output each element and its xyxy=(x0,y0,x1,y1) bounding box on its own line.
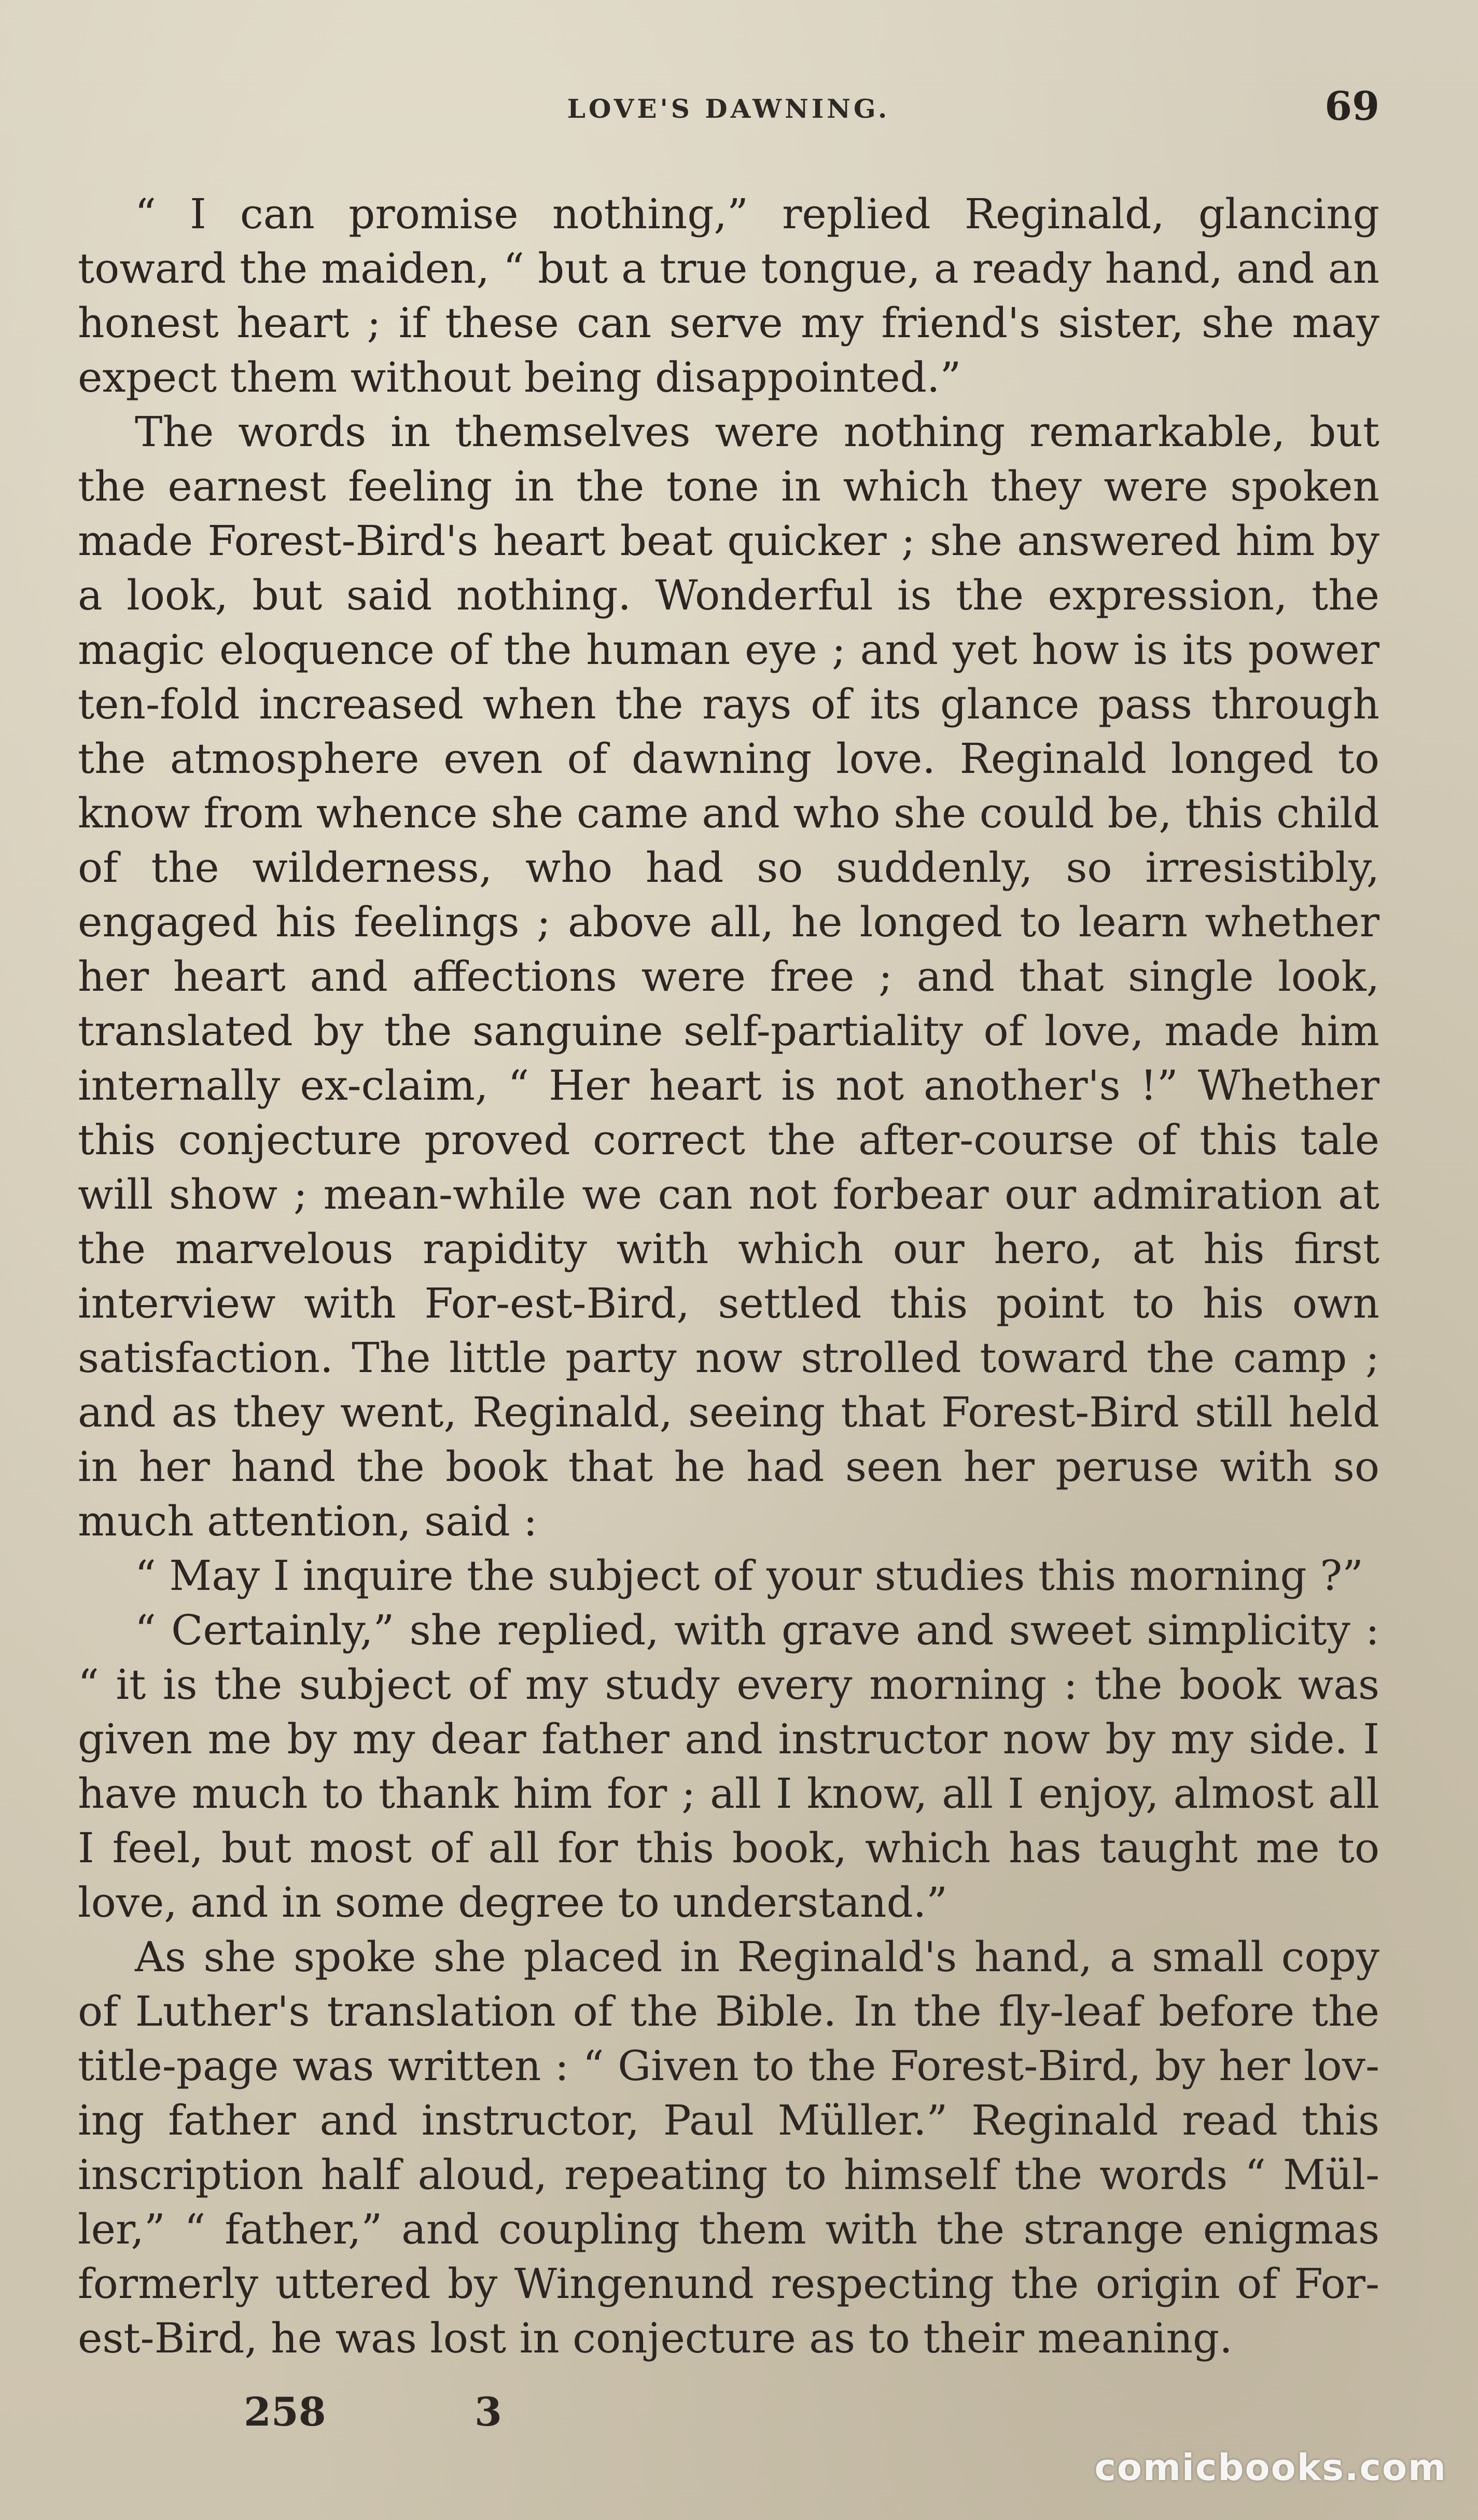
paragraph: The words in themselves were nothing remarkable, but the earnest feeling in the tone in which they were spoken made Forest-Bird's heart beat quicker ; she answered him by a look, but said nothing. Wonderful is the expression, the magic eloquence of the human eye ; and yet how is its power ten-fold increased when the rays of its glance pass through the atmosphere even of dawning love. Reginald longed to know from whence she came and who she could be, this child of the wilderness, who had so suddenly, so irresistibly, engaged his feelings ; above all, he longed to learn whether her heart and affections were free ; and that single look, translated by the sanguine self-partiality of love, made him internally ex-claim, “ Her heart is not another's !” Whether this conjecture proved correct the after-course of this tale will show ; mean-while we can not forbear our admiration at the marvelous rapidity with which our hero, at his first interview with For-est-Bird, settled this point to his own satisfaction. The little party now strolled toward the camp ; and as they went, Reginald, seeing that Forest-Bird still held in her hand the book that he had seen her peruse with so much attention, said : xyxy=(78,408,1379,1545)
signature-mark: 3 xyxy=(475,2389,502,2435)
paragraph: As she spoke she placed in Reginald's hand, a small copy of Luther's translation of the Bible. In the fly-leaf before the title-page was written : “ Given to the Forest-Bird, by her lov-ing father and instructor, Paul Müller.” Reginald read this inscription half aloud, repeating to himself the words “ Mül-ler,” “ father,” and coupling them with the strange enigmas formerly uttered by Wingenund respecting the origin of For-est-Bird, he was lost in conjecture as to their meaning. xyxy=(78,1933,1379,2362)
running-title: LOVE'S DAWNING. xyxy=(567,93,890,124)
paragraph: “ I can promise nothing,” replied Reginald, glancing toward the maiden, “ but a true tongue, a ready hand, and an honest heart ; if these can serve my friend's sister, she may expect them without being disappointed.” xyxy=(78,190,1379,401)
running-head xyxy=(78,83,1379,140)
paragraph: “ Certainly,” she replied, with grave and sweet simplicity : “ it is the subject of my study every morning : the book was given me by my dear father and instructor now by my side. I have much to thank him for ; all I know, all I enjoy, almost all I feel, but most of all for this book, which has taught me to love, and in some degree to understand.” xyxy=(78,1606,1379,1927)
page-number: 69 xyxy=(1324,83,1379,129)
paragraph: “ May I inquire the subject of your studies this morning ?” xyxy=(135,1552,1363,1600)
signature-number: 258 xyxy=(244,2389,326,2435)
watermark: comicbooks.com xyxy=(1094,2446,1447,2489)
body-text xyxy=(78,187,1379,2365)
